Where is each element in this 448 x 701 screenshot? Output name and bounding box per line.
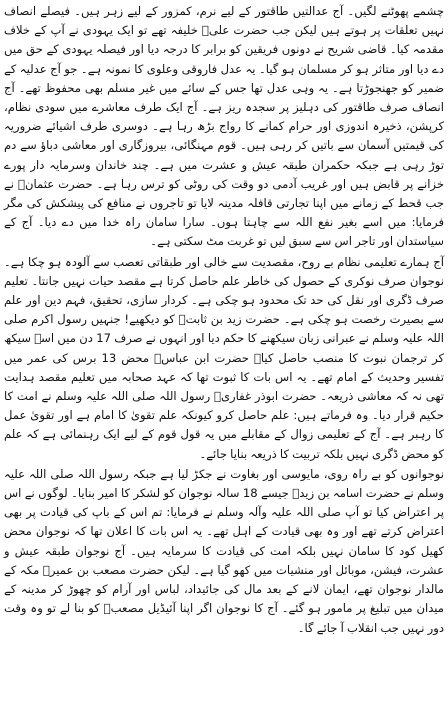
article-paragraph-education: آج ہمارے تعلیمی نظام بے روح، مقصدیت سے خالی اور طبقاتی تعصب سے آلودہ ہو چکا ہے۔ نوجوان صرف نوکری کے حصول کی خاطر علم حاصل کرتا ہے مقصد حیات نہیں جانتا۔ تعلیم صرف ڈگری اور نقل کی حد تک محدود ہو چکی ہے۔ کردار سازی، تحقیق، فہم دین اور علم سے بصیرت رخصت ہو چکی ہے۔ حضرت زید بن ثابتؓ کو دیکھیے! جنہیں رسول اکرم صلی اللہ علیہ وسلم نے عبرانی زبان سیکھنے کا حکم دیا اور انہوں نے صرف 17 دن میں اسے سیکھ کر ترجمان نبوت کا منصب حاصل کیا۔ حضرت ابن عباسؓ محض 13 برس کی عمر میں تفسیر وحدیث کے امام تھے۔ یہ اس بات کا ثبوت تھا کہ عہد صحابہ میں تعلیم مقصد ہدایت تھی نہ کہ معاشی ذریعہ۔ حضرت ابوذر غفاریؓ رسول اللہ صلی اللہ علیہ وسلم نے امت کا حکیم قرار دیا۔ وہ فرماتے ہیں: علم حاصل کرو کیونکہ علم تقویٰ کا امام ہے اور تقویٰ عمل کا رہبر ہے۔ آج کے تعلیمی زوال کے مقابلے میں یہ قول قوم کے لیے ایک رہنمائی ہے کہ علم کو محض ڈگری نہیں بلکہ تربیت کا ذریعہ بنایا جائے۔ (4, 254, 444, 461)
article-paragraph-youth: نوجوانوں کو بے راہ روی، مایوسی اور بغاوت نے جکڑ لیا ہے جبکہ رسول اللہ صلی اللہ علیہ وسلم نے حضرت اسامہ بن زیدؓ جیسے 18 سالہ نوجوان کو لشکر کا امیر بنایا۔ لوگوں نے اس پر اعتراض کیا تو آپ صلی اللہ علیہ وآلہ وسلم نے فرمایا: تم اس کے باپ کی قیادت پر بھی اعتراض کرتے تھے اور وہ بھی قیادت کے اہل تھے۔ یہ اس بات کا اعلان تھا کہ نوجوان محض کھیل کود کا سامان نہیں بلکہ امت کی قیادت کا سرمایہ ہیں۔ آج نوجوان طبقہ عیش و عشرت، فیشن، موبائل اور منشیات میں کھو گیا ہے۔ لیکن حضرت مصعب بن عمیرؓ مکہ کے مالدار نوجوان تھے، ایمان لانے کے بعد مال کی جائیداد، لباس اور آرام کو چھوڑ کر مدینہ کے میدان میں تبلیغ پر مامور ہو گئے۔ آج کا نوجوان اگر اپنا آئیڈیل مصعبؓ کو بنا لے تو وہ وقت دور نہیں جب انقلاب آ جائے گا۔ (4, 466, 444, 635)
article-paragraph-justice: چشمے پھوٹنے لگیں۔ آج عدالتیں طاقتور کے لیے نرم، کمزور کے لیے زہر ہیں۔ فیصلے انصاف نہیں تعلقات پر ہوتے ہیں لیکن جب حضرت علیؓ خلیفہ تھے تو ایک یہودی نے آپ کے خلاف مقدمہ کیا۔ قاضی شریح نے دونوں فریقین کو برابر کا درجہ دیا اور فیصلہ یہودی کے حق میں دے دیا اور متاثر ہو کر مسلمان ہو گیا۔ یہ عدل فاروقی وعلوی کا نمونہ ہے۔ جو آج عدلیہ کے ضمیر کو جھنجوڑتا ہے۔ یہ وہی عدل تھا جس کے سائے میں غیر مسلم بھی محفوظ تھے۔ آج انصاف صرف طاقتور کی دہلیز پر سجدہ ریز ہے۔ آج ایک طرف معاشرے میں سودی نظام، کرپشن، ذخیرہ اندوزی اور حرام کمانے کا رواج بڑھ رہا ہے۔ دوسری طرف اشیائے ضروریہ کی قیمتیں آسمان سے باتیں کر رہی ہیں۔ قوم مہنگائی، بیروزگاری اور معاشی دباؤ سے دم توڑ رہی ہے جبکہ حکمران طبقہ عیش و عشرت میں ہے۔ چند خاندان وسرمایہ دار پورے خزانے پر قابض ہیں اور غریب آدمی دو وقت کی روٹی کو ترس رہا ہے۔ حضرت عثمانؓ نے جب قحط کے زمانے میں اپنا تجارتی قافلہ مدینہ لایا تو تاجروں نے منافع کی پیشکش کی مگر فرمایا: میں اسے بغیر نفع اللہ سے چاہتا ہوں۔ سارا سامان راہ خدا میں دے دیا۔ آج کے سیاستدان اور تاجر اس سے سبق لیں تو غربت مٹ سکتی ہے۔ (4, 4, 444, 249)
